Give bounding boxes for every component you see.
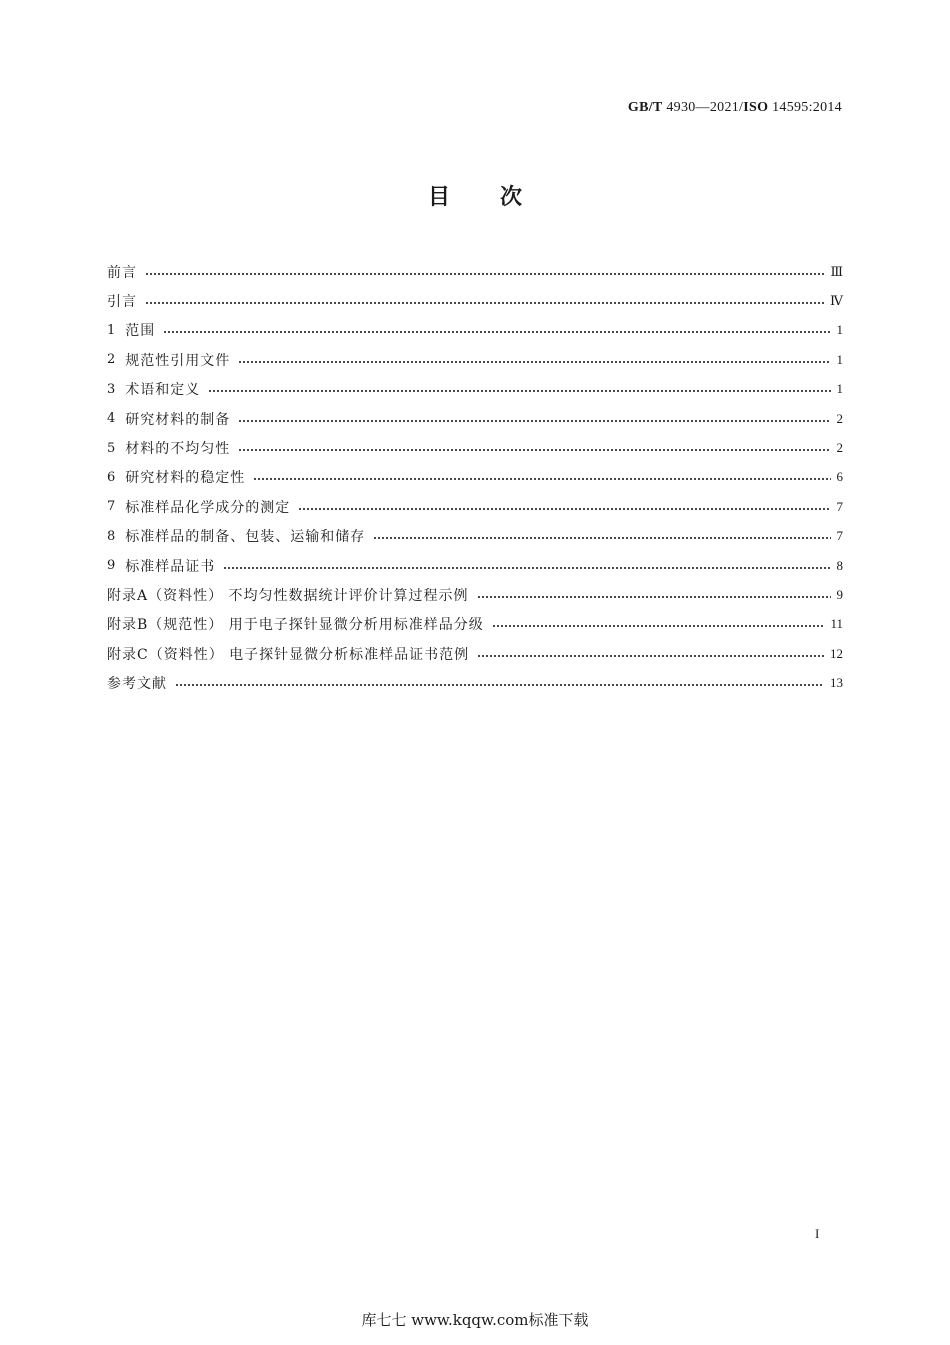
toc-entry-number: 6: [107, 469, 116, 485]
toc-dot-leader: [238, 449, 830, 451]
toc-entry-page: 1: [836, 322, 843, 338]
standard-number: 4930—2021/: [662, 100, 744, 115]
toc-dot-leader: [238, 361, 830, 363]
toc-entry[interactable]: [107, 433, 843, 462]
toc-dot-leader: [373, 537, 830, 539]
toc-entry[interactable]: [107, 375, 843, 404]
toc-entry-label: 研究材料的制备: [125, 411, 231, 428]
toc-entry-number: 4: [107, 411, 116, 427]
toc-entry-label: 引言: [107, 294, 137, 311]
toc-entry-page: 13: [830, 675, 843, 691]
toc-dot-leader: [145, 302, 824, 304]
toc-entry-number: 8: [107, 528, 116, 544]
toc-dot-leader: [223, 567, 830, 569]
toc-dot-leader: [163, 331, 830, 333]
toc-entry-page: 1: [836, 381, 843, 397]
toc-entry[interactable]: [107, 580, 843, 609]
standard-code: [628, 100, 842, 116]
toc-entry-label: 标准样品的制备、包装、运输和储存: [125, 529, 366, 546]
toc-entry[interactable]: [107, 286, 843, 315]
toc-dot-leader: [145, 273, 824, 275]
toc-dot-leader: [175, 684, 824, 686]
toc-entry[interactable]: [107, 522, 843, 551]
toc-entry-label: 研究材料的稳定性: [125, 470, 246, 487]
toc-entry-page: 2: [836, 410, 843, 426]
toc-entry[interactable]: [107, 316, 843, 345]
toc-entry-page: 8: [836, 557, 843, 573]
toc-entry-label: 规范性引用文件: [125, 352, 231, 369]
toc-dot-leader: [492, 625, 825, 627]
toc-dot-leader: [298, 508, 830, 510]
toc-entry-page: 11: [830, 616, 843, 632]
iso-number: 14595:2014: [768, 100, 842, 115]
toc-entry-number: 5: [107, 440, 116, 456]
toc-entry-label: 前言: [107, 264, 137, 281]
toc-entry-label: 参考文献: [107, 676, 167, 693]
toc-entry[interactable]: [107, 257, 843, 286]
toc-entry-page: 7: [836, 498, 843, 514]
toc-entry-number: 2: [107, 352, 116, 368]
toc-entry-number: 1: [107, 322, 116, 338]
toc-dot-leader: [477, 596, 831, 598]
toc-entry-page: 2: [836, 440, 843, 456]
toc-entry-label: 附录A（资料性） 不均匀性数据统计评价计算过程示例: [107, 587, 469, 604]
toc-entry-label: 术语和定义: [125, 382, 201, 399]
page-title: 目次: [427, 185, 572, 210]
iso-prefix: ISO: [743, 100, 769, 115]
toc-entry-number: 9: [107, 558, 116, 574]
table-of-contents: [107, 257, 843, 698]
toc-dot-leader: [477, 655, 824, 657]
footer-watermark: 库七七 www.kqqw.com标准下载: [361, 1311, 589, 1329]
toc-entry-page: Ⅲ: [830, 263, 843, 279]
toc-dot-leader: [238, 420, 830, 422]
toc-entry[interactable]: [107, 551, 843, 580]
toc-entry[interactable]: [107, 610, 843, 639]
toc-entry-label: 附录B（规范性） 用于电子探针显微分析用标准样品分级: [107, 617, 484, 634]
toc-dot-leader: [208, 390, 830, 392]
toc-entry[interactable]: [107, 639, 843, 668]
toc-entry-label: 标准样品证书: [125, 558, 216, 575]
toc-entry-label: 附录C（资料性） 电子探针显微分析标准样品证书范例: [107, 646, 470, 663]
toc-entry-page: Ⅳ: [830, 293, 843, 309]
toc-entry-label: 材料的不均匀性: [125, 441, 231, 458]
toc-entry-number: 7: [107, 499, 116, 515]
toc-entry-page: 9: [836, 586, 843, 602]
toc-entry-label: 范围: [125, 323, 156, 340]
toc-entry-page: 12: [830, 645, 843, 661]
toc-entry[interactable]: [107, 463, 843, 492]
toc-entry[interactable]: [107, 492, 843, 521]
toc-entry-page: 1: [836, 351, 843, 367]
toc-entry[interactable]: [107, 668, 843, 697]
toc-entry-number: 3: [107, 381, 116, 397]
toc-dot-leader: [253, 478, 830, 480]
toc-entry-page: 7: [836, 528, 843, 544]
toc-entry[interactable]: [107, 345, 843, 374]
toc-entry[interactable]: [107, 404, 843, 433]
standard-prefix: GB/T: [627, 100, 663, 115]
toc-entry-page: 6: [836, 469, 843, 485]
page-number: I: [815, 1226, 820, 1241]
toc-entry-label: 标准样品化学成分的测定: [125, 499, 291, 516]
